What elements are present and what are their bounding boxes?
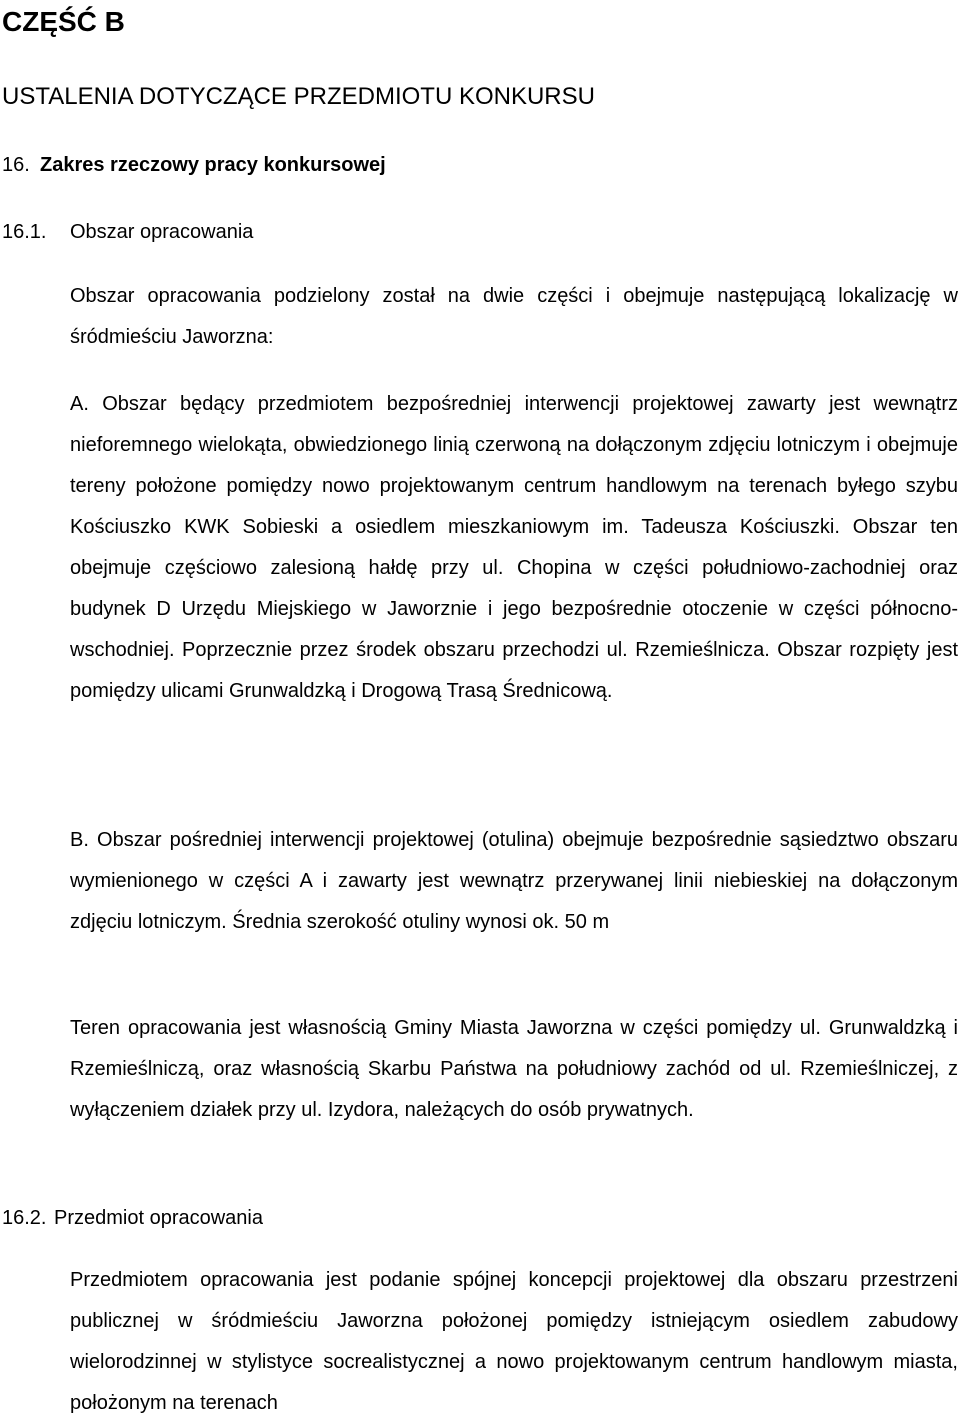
subject-title: USTALENIA DOTYCZĄCE PRZEDMIOTU KONKURSU [2, 83, 595, 110]
section-16-1-intro-paragraph: Obszar opracowania podzielony został na dwie części i obejmuje następującą lokalizację w śródmieściu Jaworzna: [70, 285, 958, 348]
section-16-2-title: Przedmiot opracowania [54, 1207, 263, 1229]
part-title: CZĘŚĆ B [2, 6, 125, 37]
section-16-2-heading [2, 1203, 263, 1233]
section-16-1-heading [2, 217, 253, 247]
section-16-heading [2, 150, 386, 180]
area-a-paragraph: A. Obszar będący przedmiotem bezpośredniej interwencji projektowej zawarty jest wewnątrz nieforemnego wielokąta, obwiedzionego linią czerwoną na dołączonym zdjęciu lotniczym i obejmuje tereny położone pomiędzy nowo projektowanym centrum handlowym na terenach byłego szybu Kościuszko KWK Sobieski a osiedlem mieszkaniowym im. Tadeusza Kościuszki. Obszar ten obejmuje częściowo zalesioną hałdę przy ul. Chopina w części południowo-zachodniej oraz budynek D Urzędu Miejskiego w Jaworznie i jego bezpośrednie otoczenie w części północno-wschodniej. Poprzecznie przez środek obszaru przechodzi ul. Rzemieślnicza. Obszar rozpięty jest pomiędzy ulicami Grunwaldzką i Drogową Trasą Średnicową. [70, 393, 958, 702]
section-16-title: Zakres rzeczowy pracy konkursowej [40, 154, 386, 176]
section-16-1-title: Obszar opracowania [70, 221, 254, 243]
area-b-paragraph: B. Obszar pośredniej interwencji projektowej (otulina) obejmuje bezpośrednie sąsiedztwo obszaru wymienionego w części A i zawarty jest wewnątrz przerywanej linii niebieskiej na dołączonym zdjęciu lotniczym. Średnia szerokość otuliny wynosi ok. 50 m [70, 829, 958, 933]
section-16-2-number: 16.2. [2, 1207, 47, 1229]
section-16-number: 16. [2, 154, 30, 176]
section-16-2-paragraph: Przedmiotem opracowania jest podanie spójnej koncepcji projektowej dla obszaru przestrzeni publicznej w śródmieściu Jaworzna położonej pomiędzy istniejącym osiedlem zabudowy wielorodzinnej w stylistyce socrealistycznej a nowo projektowanym centrum handlowym miasta, położonym na terenach [70, 1269, 958, 1414]
ownership-paragraph: Teren opracowania jest własnością Gminy Miasta Jaworzna w części pomiędzy ul. Grunwaldzką i Rzemieślniczą, oraz własnością Skarbu Państwa na południowy zachód od ul. Rzemieślniczej, z wyłączeniem działek przy ul. Izydora, należących do osób prywatnych. [70, 1017, 958, 1121]
section-16-1-number: 16.1. [2, 221, 47, 243]
